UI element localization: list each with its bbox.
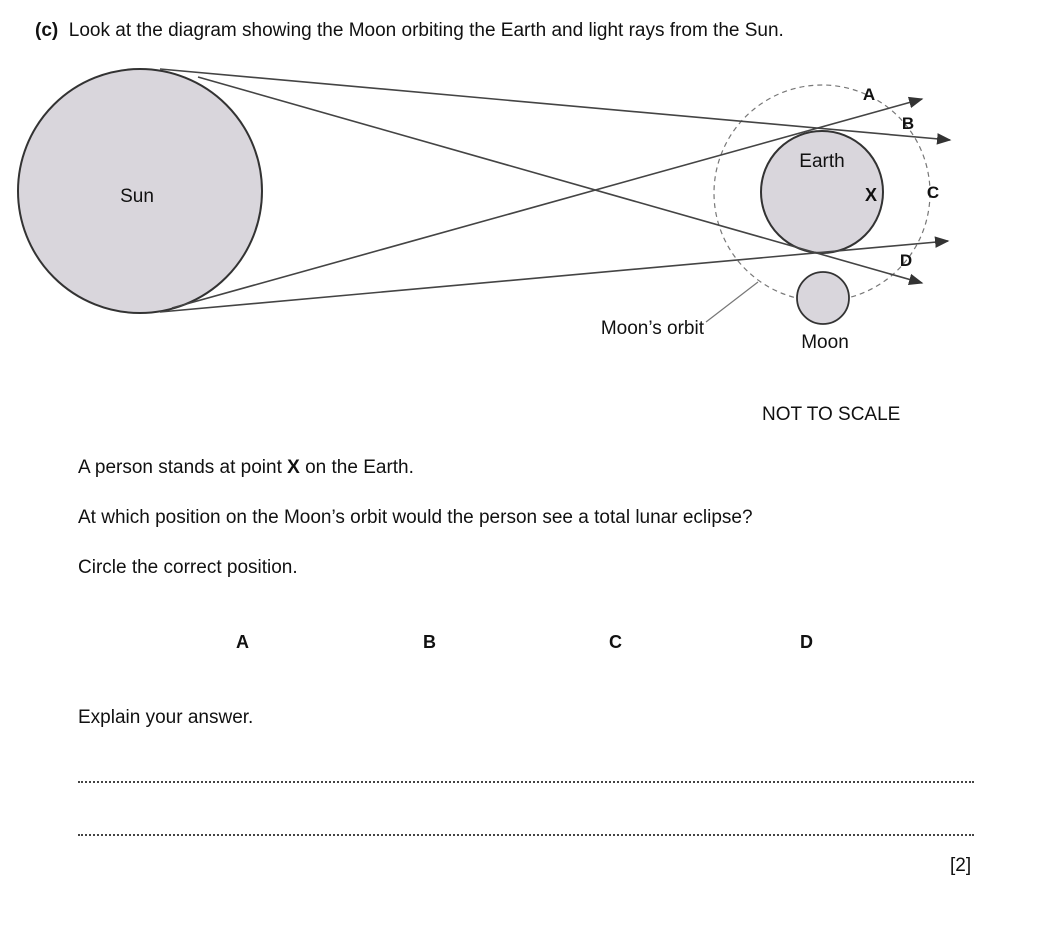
earth-label: Earth [799, 151, 845, 172]
question-intro [35, 20, 784, 42]
moon [797, 272, 849, 324]
moon-label: Moon [801, 332, 849, 353]
line1-bold-x: X [287, 457, 300, 478]
scale-note: NOT TO SCALE [762, 404, 901, 425]
position-a-label: A [862, 85, 876, 104]
option-c[interactable]: C [609, 632, 622, 652]
intro-text: Look at the diagram showing the Moon orbiting the Earth and light rays from the Sun. [68, 20, 784, 41]
question-line-1 [78, 457, 414, 479]
orbit-label: Moon’s orbit [600, 318, 704, 339]
answer-line-1[interactable] [78, 781, 974, 783]
position-d-label: D [899, 251, 913, 270]
eclipse-diagram [0, 55, 1044, 355]
line1-end: on the Earth. [299, 457, 414, 478]
sun-label: Sun [120, 186, 154, 207]
position-b-label: B [901, 114, 915, 133]
point-x-label: X [864, 185, 878, 205]
explain-prompt: Explain your answer. [78, 707, 254, 728]
marks-label: [2] [950, 855, 972, 876]
question-line-2: At which position on the Moon’s orbit would the person see a total lunar eclipse? [78, 507, 753, 528]
light-ray-top-straight [160, 69, 950, 140]
option-d[interactable]: D [800, 632, 813, 652]
question-line-3: Circle the correct position. [78, 557, 298, 578]
answer-line-2[interactable] [78, 834, 974, 836]
option-b[interactable]: B [423, 632, 436, 652]
option-a[interactable]: A [236, 632, 249, 652]
position-c-label: C [926, 183, 940, 202]
line1-start: A person stands at point [78, 457, 288, 478]
orbit-leader-line [706, 282, 758, 322]
part-label: (c) [35, 20, 59, 41]
